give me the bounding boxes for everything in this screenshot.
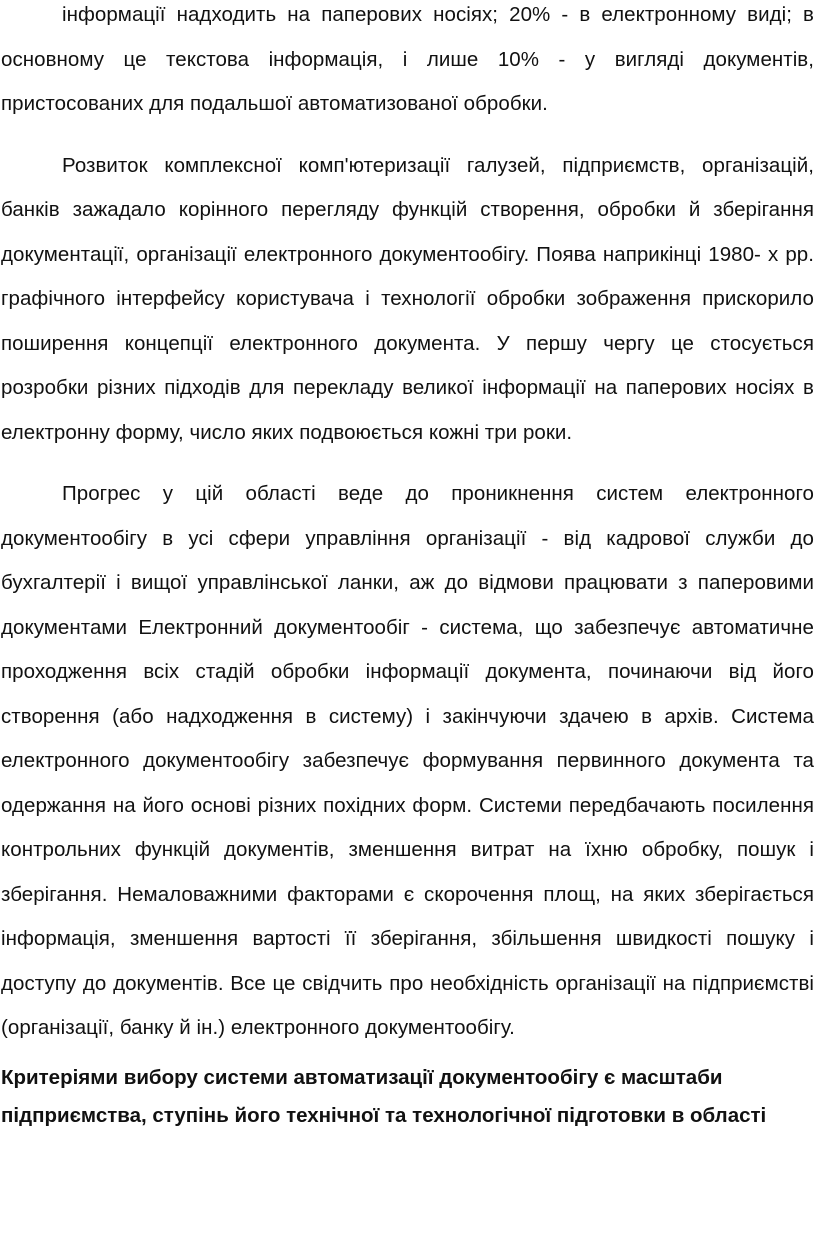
paragraph-spacer (1, 1051, 814, 1059)
paragraph-1: інформації надходить на паперових носіях; 20% - в електронному виді; в основному це текстова інформація, і лише 10% - у вигляді документів, пристосованих для подальшої автоматизованої обробки. (1, 3, 814, 115)
paragraph-spacer (1, 127, 814, 144)
paragraph-spacer (1, 455, 814, 472)
paragraph-2: Розвиток комплексної комп'ютеризації галузей, підприємств, організацій, банків зажадало корінного перегляду функцій створення, обробки й зберігання документації, організації електронного документообігу. Поява наприкінці 1980- х рр. графічного інтерфейсу користувача і технології обробки зображення прискорило поширення концепції електронного документа. У першу чергу це стосується розробки різних підходів для перекладу великої інформації на паперових носіях в електронну форму, число яких подвоюється кожні три роки. (1, 153, 814, 444)
paragraph-3: Прогрес у цій області веде до проникнення систем електронного документообігу в усі сфери управління організації - від кадрової служби до бухгалтерії і вищої управлінської ланки, аж до відмови працювати з паперовими документами Електронний документообіг - система, що забезпечує автоматичне проходження всіх стадій обробки інформації документа, починаючи від його створення (або надходження в систему) і закінчуючи здачею в архів. Система електронного документообігу забезпечує формування первинного документа та одержання на його основі різних похідних форм. Системи передбачають посилення контрольних функцій документів, зменшення витрат на їхню обробку, пошук і зберігання. Немаловажними факторами є скорочення площ, на яких зберігається інформація, зменшення вартості її зберігання, збільшення швидкості пошуку і доступу до документів. Все це свідчить про необхідність організації на підприємстві (організації, банку й ін.) електронного документообігу. (1, 482, 814, 1039)
bold-paragraph: Критеріями вибору системи автоматизації документообігу є масштаби підприємства, ступінь його технічної та технологічної підготовки в області (1, 1065, 767, 1127)
